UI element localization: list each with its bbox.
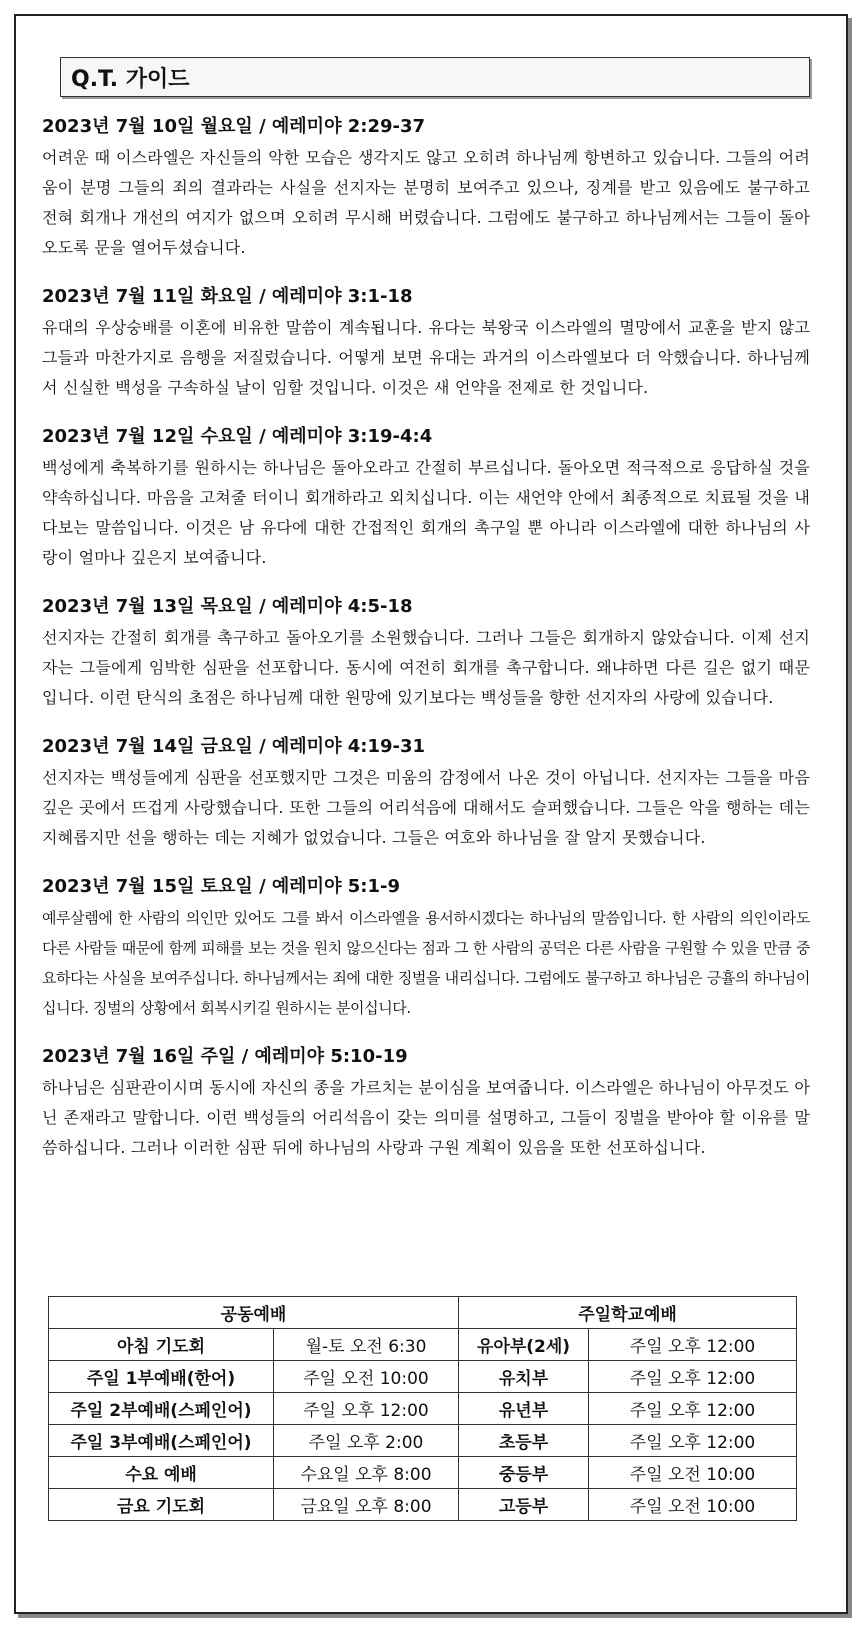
entry-heading: 2023년 7월 14일 금요일 / 예레미야 4:19-31 bbox=[42, 736, 426, 757]
service-name: 주일 3부예배(스페인어) bbox=[49, 1425, 274, 1457]
qt-entry-0710 bbox=[42, 113, 810, 263]
qt-entry-0716 bbox=[42, 1043, 810, 1163]
entry-heading: 2023년 7월 10일 월요일 / 예레미야 2:29-37 bbox=[42, 116, 426, 137]
service-name: 금요 기도회 bbox=[49, 1489, 274, 1521]
qt-entry-0714 bbox=[42, 733, 810, 853]
header-public-worship: 공동예배 bbox=[49, 1297, 459, 1329]
department-time: 주일 오후 12:00 bbox=[589, 1329, 797, 1361]
entry-body: 유대의 우상숭배를 이혼에 비유한 말씀이 계속됩니다. 유다는 북왕국 이스라엘의 멸망에서 교훈을 받지 않고 그들과 마찬가지로 음행을 저질렀습니다. 어떻게 보면 유대는 과거의 이스라엘보다 더 악했습니다. 하나님께서 신실한 백성을 구속하실 날이 임할 것입니다. 이것은 새 언약을 전제로 한 것입니다. bbox=[42, 318, 810, 397]
department-name: 고등부 bbox=[459, 1489, 589, 1521]
department-name: 유년부 bbox=[459, 1393, 589, 1425]
department-name: 초등부 bbox=[459, 1425, 589, 1457]
department-time: 주일 오후 12:00 bbox=[589, 1361, 797, 1393]
entry-body: 선지자는 백성들에게 심판을 선포했지만 그것은 미움의 감정에서 나온 것이 아닙니다. 선지자는 그들을 마음 깊은 곳에서 뜨겁게 사랑했습니다. 또한 그들의 어리석음에 대해서도 슬퍼했습니다. 그들은 악을 행하는 데는 지혜롭지만 선을 행하는 데는 지혜가 없었습니다. 그들은 여호와 하나님을 잘 알지 못했습니다. bbox=[42, 768, 810, 847]
table-row bbox=[49, 1489, 797, 1521]
service-time: 수요일 오후 8:00 bbox=[274, 1457, 459, 1489]
entry-body: 어려운 때 이스라엘은 자신들의 악한 모습은 생각지도 않고 오히려 하나님께 항변하고 있습니다. 그들의 어려움이 분명 그들의 죄의 결과라는 사실을 선지자는 분명히 보여주고 있으나, 징계를 받고 있음에도 불구하고 전혀 회개나 개선의 여지가 없으며 오히려 무시해 버렸습니다. 그럼에도 불구하고 하나님께서는 그들이 돌아오도록 문을 열어두셨습니다. bbox=[42, 148, 810, 257]
service-name: 주일 1부예배(한어) bbox=[49, 1361, 274, 1393]
entry-heading: 2023년 7월 11일 화요일 / 예레미야 3:1-18 bbox=[42, 286, 413, 307]
title-box bbox=[60, 57, 810, 97]
department-time: 주일 오후 12:00 bbox=[589, 1425, 797, 1457]
service-name: 주일 2부예배(스페인어) bbox=[49, 1393, 274, 1425]
service-time: 월-토 오전 6:30 bbox=[274, 1329, 459, 1361]
service-name: 수요 예배 bbox=[49, 1457, 274, 1489]
department-name: 유치부 bbox=[459, 1361, 589, 1393]
entry-heading: 2023년 7월 13일 목요일 / 예레미야 4:5-18 bbox=[42, 596, 413, 617]
department-time: 주일 오전 10:00 bbox=[589, 1457, 797, 1489]
entry-body: 예루살렘에 한 사람의 의인만 있어도 그를 봐서 이스라엘을 용서하시겠다는 하나님의 말씀입니다. 한 사람의 의인이라도 다른 사람들 때문에 함께 피해를 보는 것을 원치 않으신다는 점과 그 한 사람의 공덕은 다른 사람을 구원할 수 있을 만큼 중요하다는 사실을 보여주십니다. 하나님께서는 죄에 대한 징벌을 내리십니다. 그럼에도 불구하고 하나님은 긍휼의 하나님이십니다. 징벌의 상황에서 회복시키길 원하시는 분이십니다. bbox=[42, 909, 810, 1017]
service-name: 아침 기도회 bbox=[49, 1329, 274, 1361]
entry-body: 백성에게 축복하기를 원하시는 하나님은 돌아오라고 간절히 부르십니다. 돌아오면 적극적으로 응답하실 것을 약속하십니다. 마음을 고쳐줄 터이니 회개하라고 외치십니다. 이는 새언약 안에서 최종적으로 치료될 것을 내다보는 말씀입니다. 이것은 남 유다에 대한 간접적인 회개의 촉구일 뿐 아니라 이스라엘에 대한 하나님의 사랑이 얼마나 깊은지 보여줍니다. bbox=[42, 458, 810, 567]
entry-heading: 2023년 7월 15일 토요일 / 예레미야 5:1-9 bbox=[42, 876, 400, 897]
table-row bbox=[49, 1329, 797, 1361]
department-time: 주일 오전 10:00 bbox=[589, 1489, 797, 1521]
page-title: Q.T. 가이드 bbox=[71, 67, 190, 92]
worship-schedule-table bbox=[48, 1296, 797, 1521]
entry-heading: 2023년 7월 16일 주일 / 예레미야 5:10-19 bbox=[42, 1046, 408, 1067]
service-time: 주일 오후 2:00 bbox=[274, 1425, 459, 1457]
department-name: 유아부(2세) bbox=[459, 1329, 589, 1361]
department-name: 중등부 bbox=[459, 1457, 589, 1489]
table-row bbox=[49, 1457, 797, 1489]
qt-entry-0715 bbox=[42, 873, 810, 1023]
entry-body: 선지자는 간절히 회개를 촉구하고 돌아오기를 소원했습니다. 그러나 그들은 회개하지 않았습니다. 이제 선지자는 그들에게 임박한 심판을 선포합니다. 동시에 여전히 회개를 촉구합니다. 왜냐하면 다른 길은 없기 때문입니다. 이런 탄식의 초점은 하나님께 대한 원망에 있기보다는 백성들을 향한 선지자의 사랑에 있습니다. bbox=[42, 628, 810, 707]
service-time: 주일 오후 12:00 bbox=[274, 1393, 459, 1425]
service-time: 주일 오전 10:00 bbox=[274, 1361, 459, 1393]
table-row bbox=[49, 1425, 797, 1457]
qt-entries bbox=[42, 113, 810, 1183]
service-time: 금요일 오후 8:00 bbox=[274, 1489, 459, 1521]
qt-entry-0711 bbox=[42, 283, 810, 403]
header-sunday-school: 주일학교예배 bbox=[459, 1297, 797, 1329]
department-time: 주일 오후 12:00 bbox=[589, 1393, 797, 1425]
qt-entry-0713 bbox=[42, 593, 810, 713]
entry-body: 하나님은 심판관이시며 동시에 자신의 종을 가르치는 분이심을 보여줍니다. 이스라엘은 하나님이 아무것도 아닌 존재라고 말합니다. 이런 백성들의 어리석음이 갖는 의미를 설명하고, 그들이 징벌을 받아야 할 이유를 말씀하십니다. 그러나 이러한 심판 뒤에 하나님의 사랑과 구원 계획이 있음을 또한 선포하십니다. bbox=[42, 1078, 810, 1157]
table-header-row bbox=[49, 1297, 797, 1329]
table-row bbox=[49, 1361, 797, 1393]
table-row bbox=[49, 1393, 797, 1425]
entry-heading: 2023년 7월 12일 수요일 / 예레미야 3:19-4:4 bbox=[42, 426, 433, 447]
qt-entry-0712 bbox=[42, 423, 810, 573]
